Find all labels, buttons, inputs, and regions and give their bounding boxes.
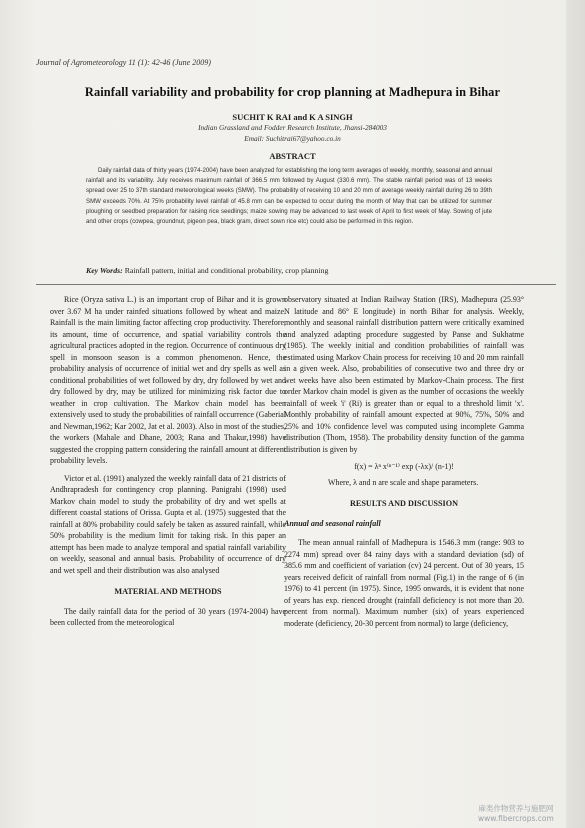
intro-paragraph-1: Rice (Oryza sativa L.) is an important crop of Bihar and it is grown over 3.67 M ha under rainfed situations followed by wheat and maize. Rainfall is the main limiting factor affecting crop productivity. Therefore, its amount, time of occurrence, and spatial variability controls the agricultural practices adopted in the region. Occurrence of continuous dry spell in monsoon season is a common phenomenon. Hence, the probability analysis of occurrence of initial wet and dry spells as well as conditional probabilities of wet followed by dry, dry followed by wet and dry followed by dry, may be utilized for minimizing risk factor due to weather in crop cultivation. The Markov chain model has been extensively used to study the probabilities of rainfall occurrence (Gaberial and Newman,1962; Kar 2002, Jat et al. 2003). Also in most of the studies, the workers (Mahale and Dhane, 2003; Rana and Thakur,1998) have suggested the cropping pattern considering the rainfall amount at different probability levels. [50, 295, 286, 465]
watermark-line-2: www.fibercrops.com [478, 814, 554, 823]
keywords [86, 266, 506, 275]
methods-paragraph-cont: observatory situated at Indian Railway Station (IRS), Madhepura (25.93° N latitude and 86° E longitude) in north Bihar for analysis. Weekly, monthly and seasonal rainfall distribution pattern were critically examined and analyzed adapting procedure suggested by Panse and Sukhatme (1985). The weekly initial and condition probabilities of rainfall was estimated using Markov Chain process for receiving 10 and 20 mm rainfall in a given week. Also, probabilities of consecutive two and three dry or wet weeks have also been estimated by Markov-Chain process. The first order Markov chain model is given as the number of occasions the weekly rainfall of week 'i' (Ri) is greater than or equal to a threshold limit 'x'. Monthly probability of rainfall amount expected at 90%, 75%, 50% and 25% and 10% confidence level was computed using incomplete Gamma distribution (Thom, 1958). The probability density function of the gamma distribution is given by [284, 295, 524, 454]
results-paragraph: The mean annual rainfall of Madhepura is 1546.3 mm (range: 903 to 2274 mm) spread over 84 rainy days with a standard deviation (sd) of 385.6 mm and coefficient of variation (cv) 24 percent. Out of 30 years, 15 years received deficit of rainfall from normal (Fig.1) in the range of 6 (in 1976) to 41 percent (in 1975). Since, 1995 onwards, it is evident that none of years has exp. rienced drought (rainfall deficiency is not more than 20. percent from normal). Maximum number (six) of years experienced moderate (deficiency, 20-30 percent from normal) to large (deficiency, [284, 538, 524, 628]
section-heading-methods: MATERIAL AND METHODS [114, 587, 222, 596]
right-column [284, 294, 524, 629]
section-heading-results: RESULTS AND DISCUSSION [350, 499, 458, 508]
abstract-heading: ABSTRACT [269, 151, 316, 161]
journal-citation: Journal of Agrometeorology 11 (1): 42-46 (June 2009) [36, 58, 211, 67]
paper-title: Rainfall variability and probability for crop planning at Madhepura in Bihar [84, 85, 501, 99]
page-edge-shadow [566, 0, 585, 828]
left-column [50, 294, 286, 629]
divider [36, 284, 556, 285]
authors: SUCHIT K RAI and K A SINGH [232, 112, 353, 122]
abstract-text: Daily rainfall data of thirty years (1974-2004) have been analyzed for establishing the long term averages of weekly, monthly, seasonal and annual rainfall and its variability. July receives maximum rainfall of 366.5 mm followed by August (330.6 mm). The stable rainfall period was of 13 weeks spread over 25 to 37th standard meteorological weeks (SMW). The probability of receiving 10 and 20 mm of average weekly rainfall during 26 to 39th SMW exceeds 70%. At 75% probability level rainfall of 45.8 mm can be expected to occur during the month of May that can be utilized for summer ploughing or seedbed preparation for raising rice seedlings; maize sowing may be advanced to last week of April to first week of May. Sowing of jute and other crops (cowpea, groundnut, pigeon pea, black gram, direct sown rice etc) could also be performed in this region. [86, 167, 492, 226]
watermark-line-1: 麻类作物营养与施肥网 [478, 804, 554, 813]
subsection-heading: Annual and seasonal rainfall [284, 518, 381, 528]
methods-paragraph: The daily rainfall data for the period of 30 years (1974-2004) have been collected from the meteorological [50, 606, 286, 627]
watermark [478, 804, 554, 824]
formula-where: Where, λ and n are scale and shape parameters. [328, 477, 479, 487]
keywords-label: Key Words: [86, 266, 123, 275]
affiliation: Indian Grassland and Fodder Research Institute, Jhansi-284003 [198, 123, 387, 132]
email: Email: Suchitrai67@yahoo.co.in [244, 134, 341, 143]
keywords-text: Rainfall pattern, initial and conditional probability, crop planning [124, 266, 329, 275]
gamma-formula: f(x) = λⁿ x⁽ⁿ⁻¹⁾ exp (-λx)/ (n-1)! [354, 462, 454, 471]
intro-paragraph-2: Victor et al. (1991) analyzed the weekly rainfall data of 21 districts of Andhrapradesh for contingency crop planning. Panigrahi (1998) used Markov chain model to study the probability of dry and wet spells at different coastal stations of Orissa. Gupta et al. (1975) suggested that the rainfall at 80% probability could safely be taken as assured rainfall, while 50% probability is the medium limit for taking risk. In this paper an attempt has been made to analyze temporal and spatial rainfall variability on weekly, seasonal and annual basis. Probability of occurrence of dry and wet spell and their distribution was also analysed [50, 473, 286, 575]
